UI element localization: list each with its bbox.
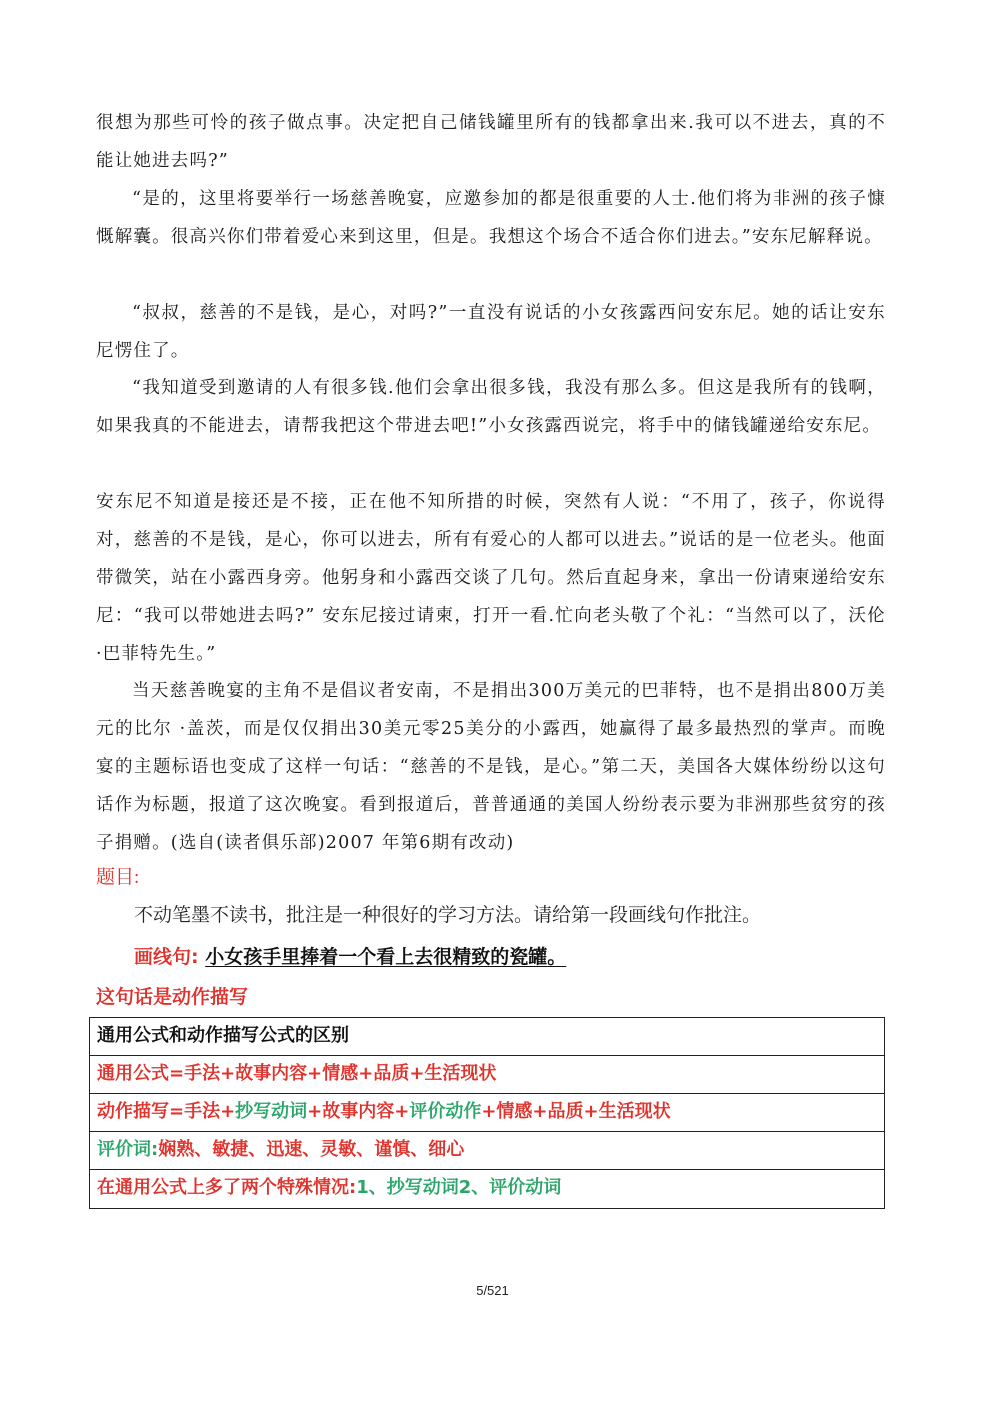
underlined-sentence-text: 小女孩手里捧着一个看上去很精致的瓷罐。: [205, 946, 567, 968]
action-formula-part-a: 动作描写=手法+: [97, 1101, 236, 1122]
table-title-row: [90, 1018, 884, 1056]
table-row-general-formula: [90, 1056, 884, 1094]
underlined-sentence-label: 画线句:: [134, 946, 199, 968]
question-prompt: 不动笔墨不读书，批注是一种很好的学习方法。请给第一段画线句作批注。: [134, 904, 762, 926]
passage-paragraph-5: 安东尼不知道是接还是不接，正在他不知所措的时候，突然有人说：“不用了，孩子，你说得对，慈善的不是钱，是心，你可以进去，所有有爱心的人都可以进去。”说话的是一位老头。他面带微笑，站在小露西身旁。他躬身和小露西交谈了几句。然后直起身来，拿出一份请柬递给安东尼：“我可以带她进去吗?” 安东尼接过请柬，打开一看.忙向老头敬了个礼：“当然可以了，沃伦 ·巴菲特先生。”: [96, 492, 886, 664]
evaluation-words-list: 娴熟、敏捷、迅速、灵敏、谨慎、细心: [158, 1139, 465, 1160]
action-formula-copy-verb: 抄写动词: [235, 1101, 308, 1122]
special-cases-list: 1、抄写动词2、评价动词: [356, 1177, 562, 1198]
table-row-evaluation-words: [90, 1132, 884, 1170]
action-formula-part-e: +情感+品质+生活现状: [481, 1101, 671, 1122]
passage-paragraph-3: “叔叔，慈善的不是钱，是心，对吗?”一直没有说话的小女孩露西问安东尼。她的话让安东尼愣住了。: [96, 303, 886, 361]
answer-note: 这句话是动作描写: [96, 986, 249, 1008]
passage-paragraph-4: “我知道受到邀请的人有很多钱.他们会拿出很多钱，我没有那么多。但这是我所有的钱啊，如果我真的不能进去，请帮我把这个带进去吧!”小女孩露西说完，将手中的储钱罐递给安东尼。: [96, 378, 886, 436]
table-title: 通用公式和动作描写公式的区别: [97, 1025, 349, 1046]
formula-table: [89, 1017, 885, 1209]
evaluation-words-label: 评价词:: [97, 1139, 159, 1160]
general-formula-text: 通用公式=手法+故事内容+情感+品质+生活现状: [97, 1063, 497, 1084]
underlined-sentence: [134, 942, 566, 969]
passage-paragraph-2: “是的，这里将要举行一场慈善晚宴，应邀参加的都是很重要的人士.他们将为非洲的孩子慷慨解囊。很高兴你们带着爱心来到这里，但是。我想这个场合不适合你们进去。”安东尼解释说。: [96, 189, 886, 247]
special-cases-label: 在通用公式上多了两个特殊情况:: [97, 1177, 357, 1198]
page-number: 5/521: [476, 1283, 509, 1298]
action-formula-part-c: +故事内容+: [307, 1101, 410, 1122]
action-formula-evaluate-action: 评价动作: [409, 1101, 482, 1122]
question-heading: 题目:: [96, 867, 140, 888]
table-row-special-cases: [90, 1170, 884, 1208]
passage-paragraph-1: 很想为那些可怜的孩子做点事。决定把自己储钱罐里所有的钱都拿出来.我可以不进去，真的不能让她进去吗?”: [96, 113, 886, 171]
passage-paragraph-6: 当天慈善晚宴的主角不是倡议者安南，不是捐出300万美元的巴菲特，也不是捐出800万美元的比尔 ·盖茨，而是仅仅捐出30美元零25美分的小露西，她赢得了最多最热烈的掌声。而晚宴的主题标语也变成了这样一句话：“慈善的不是钱，是心。”第二天，美国各大媒体纷纷以这句话作为标题，报道了这次晚宴。看到报道后，普普通通的美国人纷纷表示要为非洲那些贫穷的孩子捐赠。(选自(读者俱乐部)2007 年第6期有改动): [96, 681, 886, 853]
table-row-action-formula: [90, 1094, 884, 1132]
